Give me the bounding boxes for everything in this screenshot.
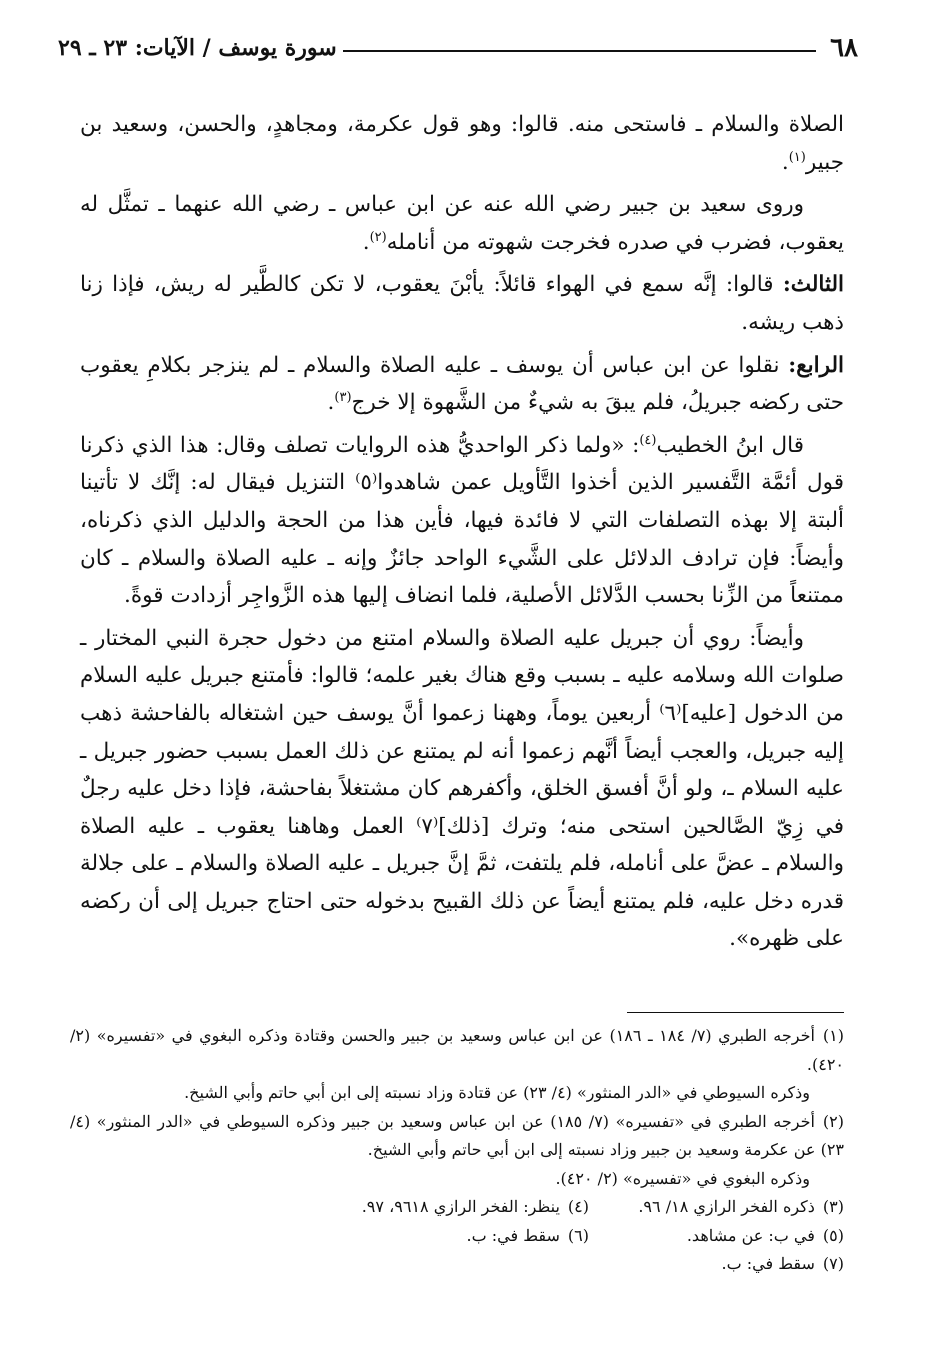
footnote-text: أخرجه الطبري في «تفسيره» (٧/ ١٨٥) عن ابن عباس وسعيد بن جبير وذكره السيوطي في «الدر المنثور» (٤/ ٢٣) عن عكرمة وسعيد بن جبير وزاد نسبته إلى ابن أبي حاتم وأبي الشيخ. [70,1111,844,1159]
footnotes [70,1022,844,1279]
paragraph-text: قالوا: إنَّه سمع في الهواء قائلاً: يأبْنَ يعقوب، لا تكن كالطَّير له ريش، فإذا زنا ذهب ريشه. [80,272,844,335]
paragraph-lead: الرابع: [788,352,844,378]
paragraph-text: وروى سعيد بن جبير رضي الله عنه عن ابن عباس ـ رضي الله عنهما ـ تمثَّل له يعقوب، فضرب في صدره فخرجت شهوته من أنامله [80,192,844,255]
footnote [334,1193,589,1222]
footnote-row [70,1222,844,1251]
paragraph [80,347,844,422]
footnote-text: سقط في: ب. [466,1225,560,1245]
footnote-number: (٧) [822,1254,844,1273]
footnote [589,1222,844,1251]
paragraph [80,186,844,261]
running-header [58,28,858,68]
footnote-text: ذكره الفخر الرازي ١٨/ ٩٦. [638,1197,815,1216]
footnote [589,1193,844,1222]
paragraph [80,620,844,958]
footnote-ref[interactable]: (١) [788,149,806,165]
footnote [70,1108,844,1165]
paragraph-text: الصلاة والسلام ـ فاستحى منه. قالوا: وهو قول عكرمة، ومجاهدٍ، والحسن، وسعيد بن جبير [80,112,844,175]
footnote-text: في ب: عن مشاهد. [686,1225,815,1245]
paragraph-text: نقلوا عن ابن عباس أن يوسف ـ عليه الصلاة والسلام ـ لم ينزجر بكلامِ يعقوب حتى ركضه جبريلُ، فلم يبقَ به شيءٌ من الشَّهوة إلا خرج [80,352,844,416]
footnote-row [70,1193,844,1222]
footnote [70,1250,844,1279]
footnote-number: (٣) [822,1197,844,1216]
footnote-separator [627,1012,844,1013]
paragraph-tail: : «ولما ذكر الواحديُّ هذه الروايات تصلف وقال: هذا الذي ذكرنا قول أئمَّة التَّفسير الذين أخذوا التَّأويل عمن شاهدوا⁽٥⁾ التنزيل فيقال له: إنَّك لا تأتينا ألبتة إلا بهذه التصلفات التي لا فائدة فيها، فأين هذا من الحجة والدليل الذي ذكرناه، وأيضاً: فإن ترادف الدلائل على الشَّيء الواحد جائزٌ وإنه ـ عليه الصلاة والسلام ـ كان ممتنعاً من الزِّنا بحسب الدَّلائل الأصلية، فلما انضاف إليها هذه الزَّواجِر أزدادت قوةً. [80,432,845,609]
footnote-text: وذكره السيوطي في «الدر المنثور» (٤/ ٢٣) عن قتادة وزاد نسبته إلى ابن أبي حاتم وأبي الشيخ. [184,1083,810,1102]
paragraph-lead: الثالث: [782,272,844,298]
footnote-continuation [70,1165,844,1194]
page-number: ٦٨ [830,33,858,63]
footnote-number: (١) [822,1026,844,1045]
footnote-number: (٦) [567,1225,589,1245]
paragraph-tail: . [781,149,789,175]
paragraph-text: وأيضاً: روي أن جبريل عليه الصلاة والسلام امتنع من دخول حجرة النبي المختار ـ صلوات الله وسلامه عليه ـ بسبب وقع هناك بغير علمه؛ قالوا: فأمتنع جبريل عليه السلام من الدخول [عليه]⁽٦⁾ أربعين يوماً، وههنا زعموا أنَّ يوسف حين اشتغاله بالفاحشة ذهب إليه جبريل، والعجب أيضاً أنَّهم زعموا أنه لم يمتنع عن ذلك العمل بسبب حضور جبريل ـ عليه السلام ـ، ولو أنَّ أفسق الخلق، وأكفرهم كان مشتغلاً بفاحشة، فإذا دخل عليه رجلٌ في زِيّ الصَّالحين استحى منه؛ وترك [ذلك]⁽٧⁾ العمل وهاهنا يعقوب ـ عليه الصلاة والسلام ـ عضَّ على أنامله، فلم يلتفت، ثمَّ إنَّ جبريل ـ عليه الصلاة والسلام ـ على جلالة قدره دخل عليه، فلم يمتنع أيضاً عن ذلك القبيح بدخوله حتى احتاج جبريل إلى أن ركضه على ظهره». [80,625,844,952]
footnote-ref[interactable]: (٤) [639,432,657,448]
main-text [80,106,844,963]
paragraph-text: قال ابنُ الخطيب [656,432,804,458]
footnote-ref[interactable]: (٢) [369,229,387,245]
footnote-text: سقط في: ب. [721,1254,815,1273]
footnote-text: أخرجه الطبري (٧/ ١٨٤ ـ ١٨٦) عن ابن عباس وسعيد بن جبير والحسن وقتادة وذكره البغوي في «تفسيره» (٢/ ٤٢٠). [70,1026,844,1074]
paragraph [80,266,844,341]
footnote-text: وذكره البغوي في «تفسيره» (٢/ ٤٢٠). [555,1168,810,1188]
header-title: سورة يوسف / الآيات: ٢٣ ـ ٢٩ [58,35,337,61]
footnote-number: (٢) [822,1111,845,1131]
paragraph [80,427,844,615]
header-rule [343,50,816,52]
footnote-continuation [70,1079,844,1108]
footnote [70,1022,844,1079]
footnote-number: (٤) [567,1197,589,1216]
footnote-text: ينظر: الفخر الرازي ٩٦١٨، ٩٧. [361,1197,560,1216]
footnote-ref[interactable]: (٣) [334,390,352,405]
paragraph-tail: . [327,390,335,416]
footnote-number: (٥) [822,1225,844,1245]
footnote [334,1222,589,1251]
paragraph-tail: . [362,229,370,255]
paragraph [80,106,844,181]
